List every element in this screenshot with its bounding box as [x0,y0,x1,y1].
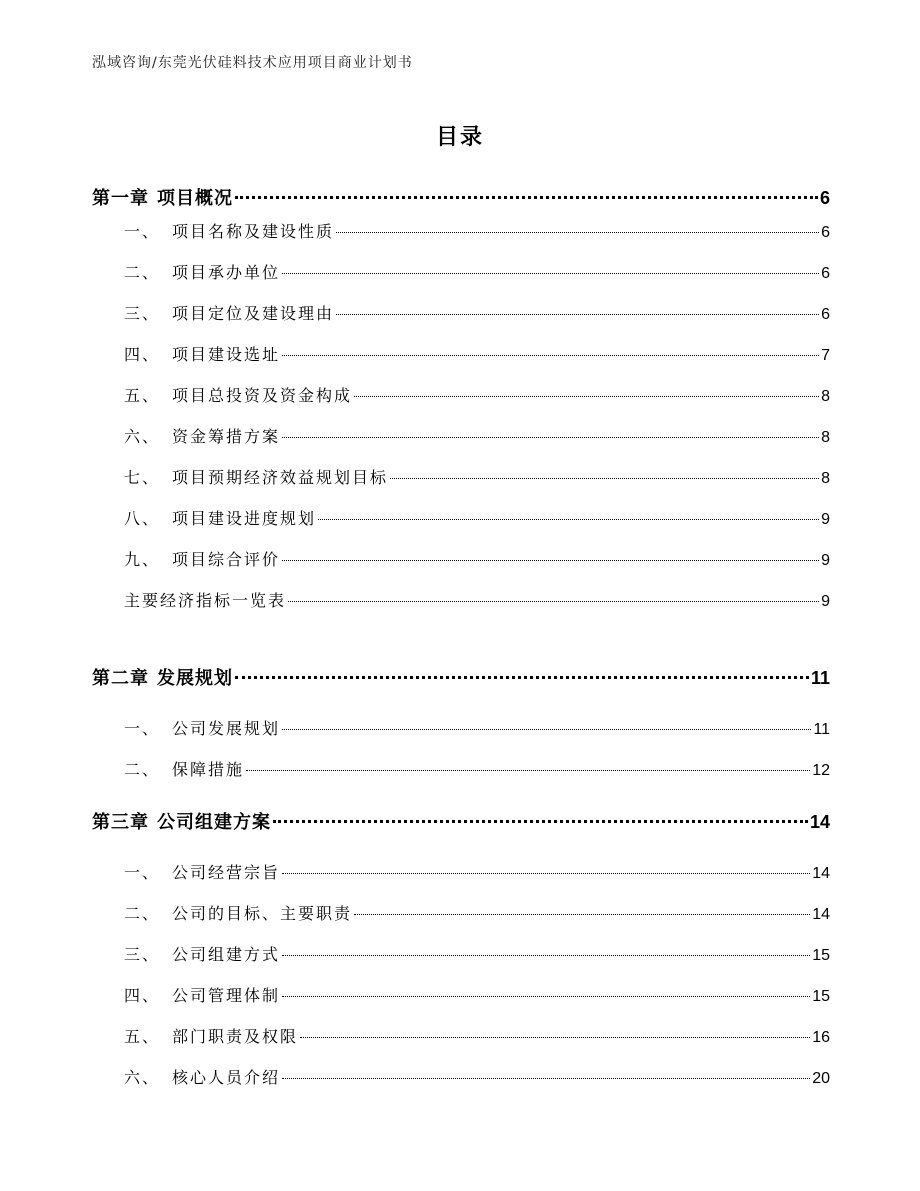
page-number: 8 [821,388,830,405]
dot-leader [282,729,811,730]
section-title: 部门职责及权限 [172,1027,299,1046]
page-number: 6 [821,224,830,241]
section-title: 公司的目标、主要职责 [172,904,353,923]
toc-entry[interactable] [124,716,830,740]
section-title: 公司经营宗旨 [172,863,281,882]
page-number: 14 [812,865,830,882]
toc-entry[interactable] [124,383,830,407]
toc-entry[interactable] [124,983,830,1007]
dot-leader [354,396,819,397]
page-number: 11 [810,668,830,688]
page-number: 9 [821,552,830,569]
toc-entry[interactable] [124,1024,830,1048]
section-title: 项目定位及建设理由 [172,304,335,323]
page-number: 7 [821,347,830,364]
chapter-number: 第二章 [92,668,149,689]
section-number: 三、 [124,304,161,323]
dot-leader [318,519,819,520]
toc-entry[interactable] [124,465,830,489]
toc-entry[interactable] [124,219,830,243]
chapter-number: 第一章 [92,188,149,209]
page-number: 14 [809,812,830,832]
section-number: 二、 [124,904,161,923]
chapter-title: 项目概况 [157,188,233,209]
page-number: 8 [821,429,830,446]
dot-leader [282,560,819,561]
section-title: 公司组建方式 [172,945,281,964]
toc-entry[interactable] [124,301,830,325]
page-number: 15 [812,947,830,964]
section-number: 二、 [124,263,161,282]
dot-leader [282,355,819,356]
dot-leader [354,914,810,915]
chapter-title: 发展规划 [157,668,233,689]
toc-entry[interactable] [124,588,830,612]
dot-leader [336,232,819,233]
toc-entry[interactable] [124,757,830,781]
dot-leader [282,273,819,274]
page-number: 20 [812,1070,830,1087]
dot-leader [288,601,819,602]
toc-entry[interactable] [124,1065,830,1089]
section-title: 项目总投资及资金构成 [172,386,353,405]
section-number: 七、 [124,468,161,487]
table-of-contents [92,0,830,1191]
section-number: 六、 [124,1068,161,1087]
toc-entry[interactable] [124,942,830,966]
section-title: 项目名称及建设性质 [172,222,335,241]
section-number: 五、 [124,386,161,405]
page-number: 6 [821,265,830,282]
page-number: 16 [812,1029,830,1046]
section-title: 核心人员介绍 [172,1068,281,1087]
toc-entry[interactable] [124,506,830,530]
section-number: 二、 [124,760,161,779]
chapter-number: 第三章 [92,812,149,833]
toc-entry[interactable] [124,860,830,884]
section-title: 保障措施 [172,760,245,779]
section-title: 项目建设进度规划 [172,509,317,528]
section-number: 四、 [124,345,161,364]
section-number: 九、 [124,550,161,569]
section-number: 四、 [124,986,161,1005]
page-number: 8 [821,470,830,487]
toc-entry[interactable] [124,260,830,284]
section-title: 项目建设选址 [172,345,281,364]
dot-leader [282,955,810,956]
dot-leader [300,1037,810,1038]
section-number: 六、 [124,427,161,446]
page-number: 9 [821,511,830,528]
page-number: 6 [821,306,830,323]
toc-entry[interactable] [124,547,830,571]
section-number: 一、 [124,222,161,241]
page-number: 14 [812,906,830,923]
page-number: 9 [821,593,830,610]
dot-leader [390,478,819,479]
section-number: 一、 [124,719,161,738]
section-number: 三、 [124,945,161,964]
toc-chapter-2[interactable] [92,664,830,692]
dot-leader [246,770,810,771]
page-number: 15 [812,988,830,1005]
toc-title: 目录 [435,125,484,150]
section-title: 公司管理体制 [172,986,281,1005]
section-number: 一、 [124,863,161,882]
section-number: 五、 [124,1027,161,1046]
chapter-title: 公司组建方案 [157,812,271,833]
toc-chapter-3[interactable] [92,808,830,836]
dot-leader [282,1078,810,1079]
dot-leader [235,676,809,679]
page-number: 6 [819,188,830,208]
section-title: 项目承办单位 [172,263,281,282]
section-number: 八、 [124,509,161,528]
running-header: 泓域咨询/东莞光伏硅料技术应用项目商业计划书 [92,55,413,71]
toc-chapter-1[interactable] [92,184,830,212]
section-title: 主要经济指标一览表 [124,591,287,610]
dot-leader [336,314,819,315]
section-title: 资金筹措方案 [172,427,281,446]
dot-leader [282,996,810,997]
section-title: 公司发展规划 [172,719,281,738]
toc-entry[interactable] [124,901,830,925]
section-title: 项目综合评价 [172,550,281,569]
dot-leader [235,196,818,199]
page-number: 11 [813,721,830,738]
dot-leader [282,873,810,874]
dot-leader [282,437,819,438]
toc-entry[interactable] [124,342,830,366]
toc-entry[interactable] [124,424,830,448]
section-title: 项目预期经济效益规划目标 [172,468,389,487]
dot-leader [273,820,808,823]
page-number: 12 [812,762,830,779]
